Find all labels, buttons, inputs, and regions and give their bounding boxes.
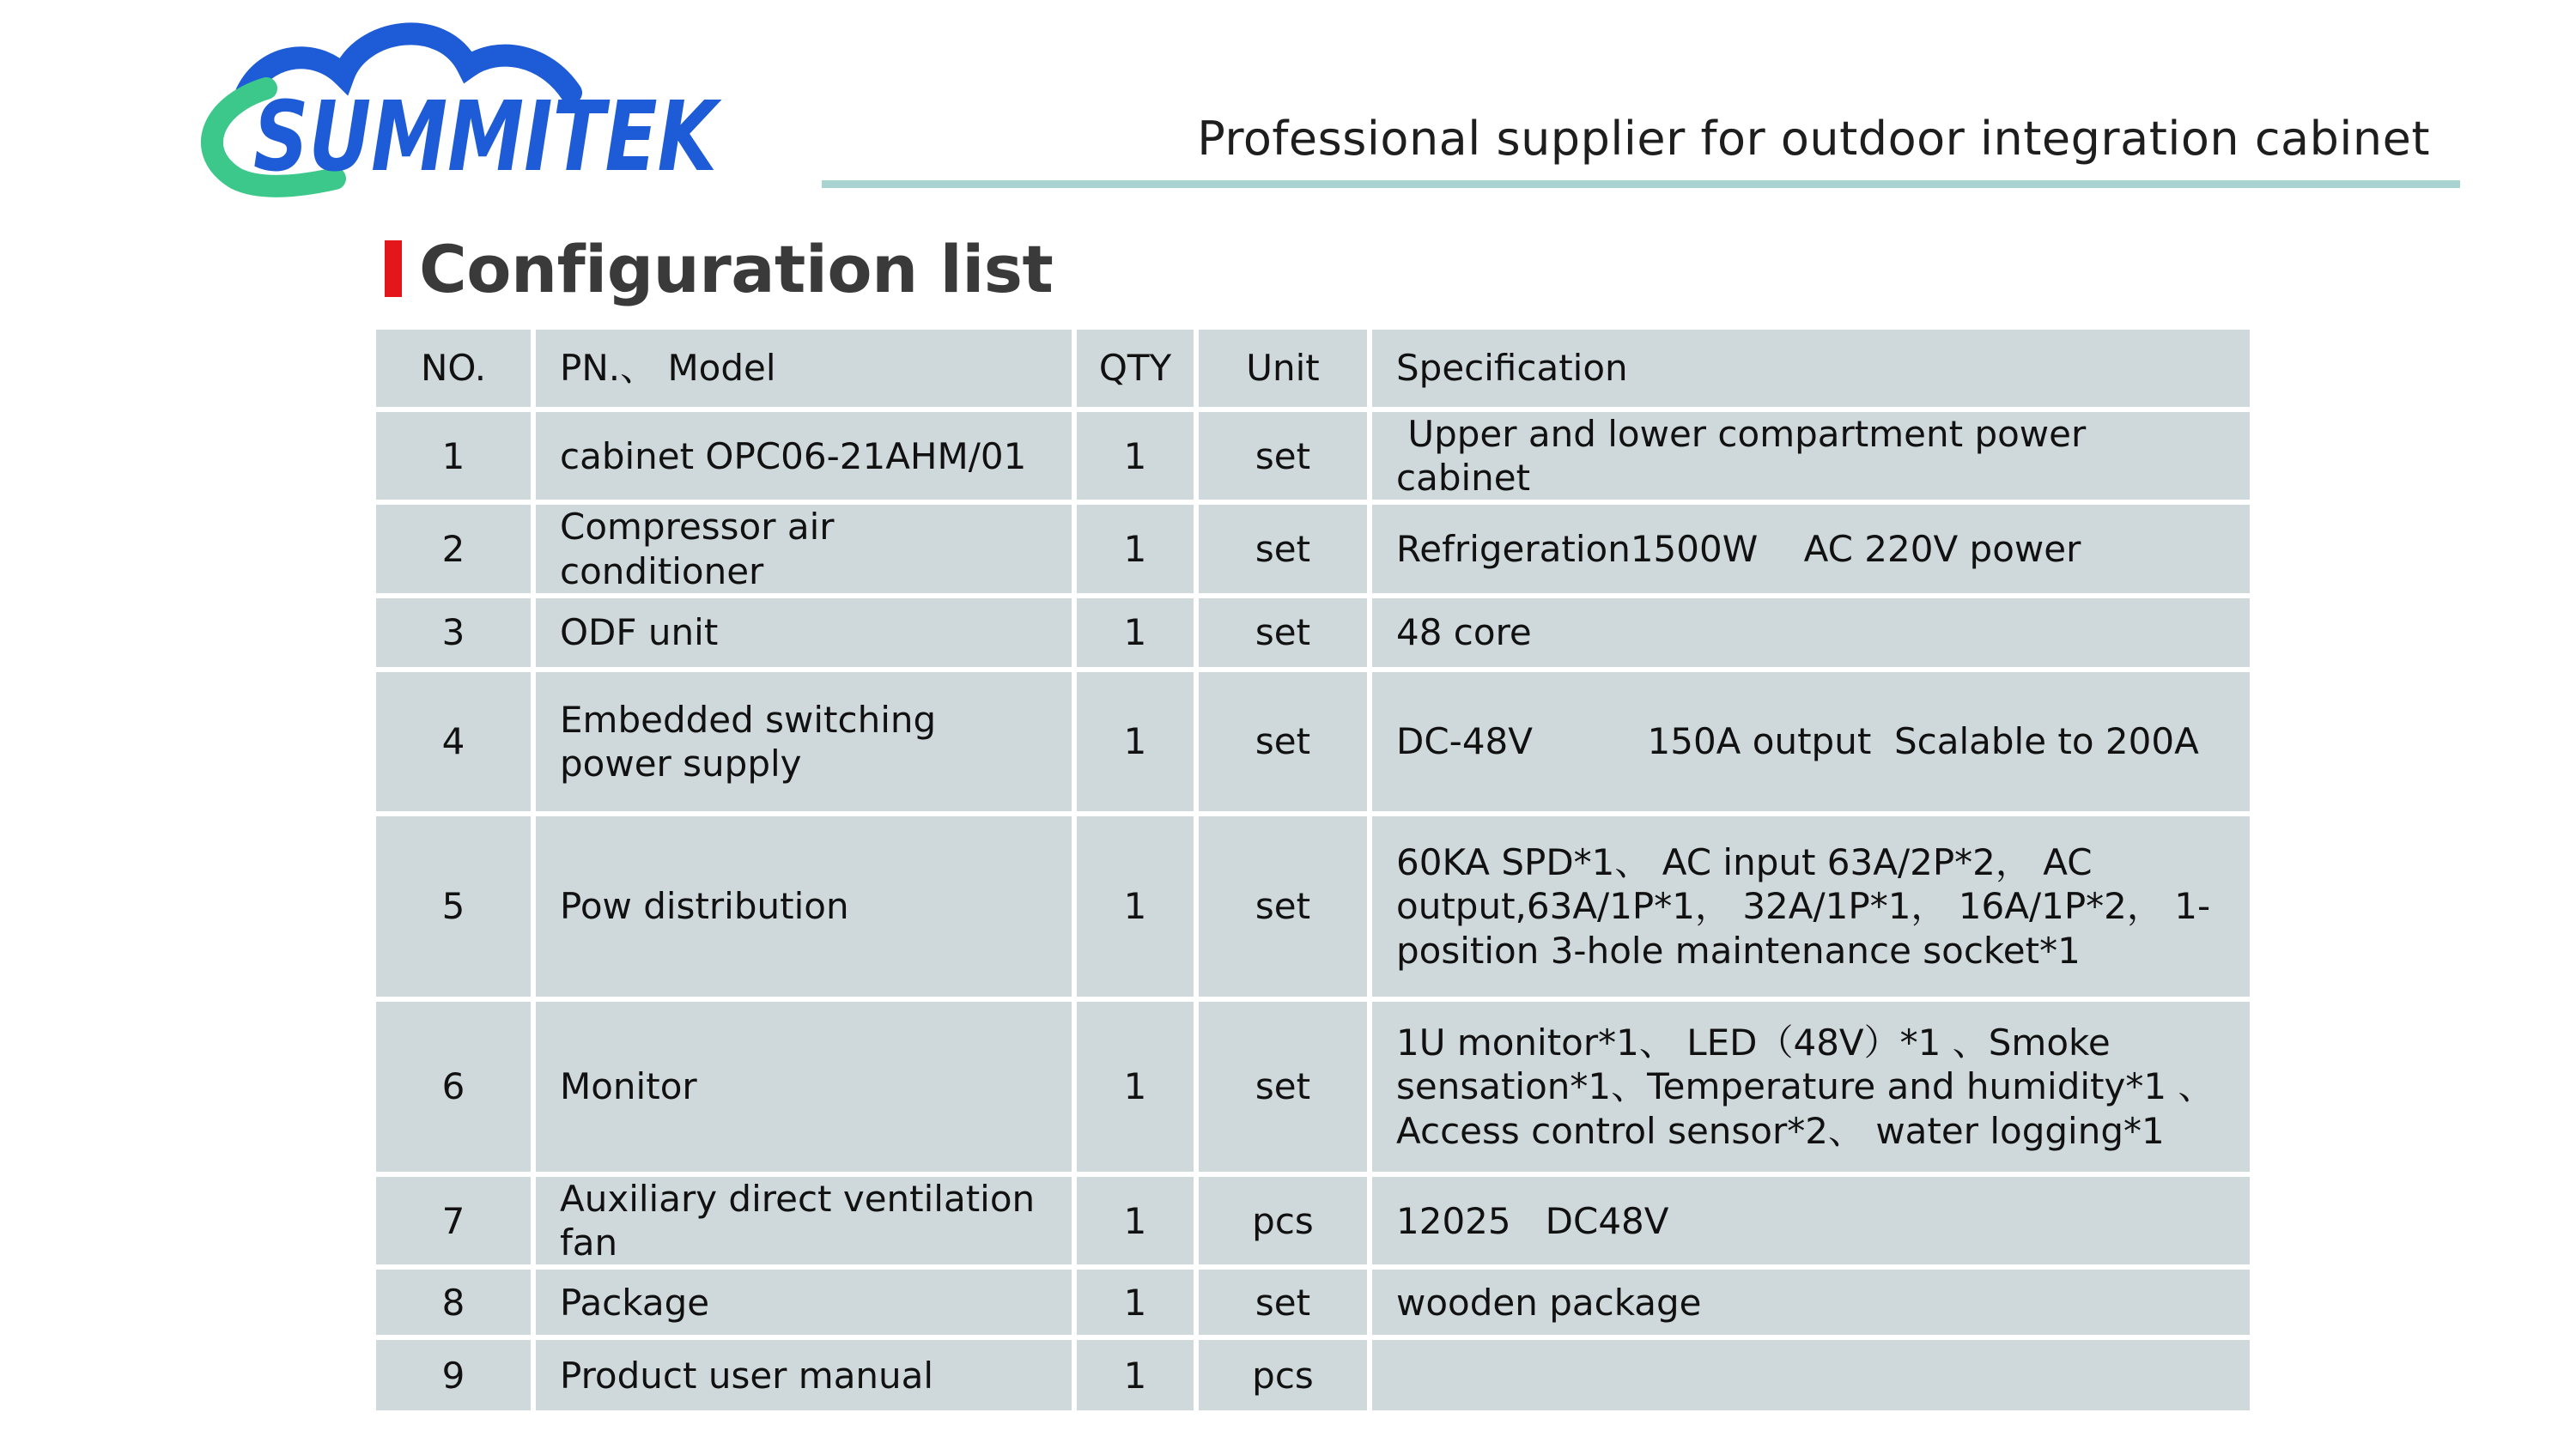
row-spec: 60KA SPD*1、 AC input 63A/2P*2， AC output,63A/1P*1， 32A/1P*1， 16A/1P*2， 1-position 3-hole maintenance socket*1 — [1372, 816, 2250, 997]
row-no: 1 — [376, 412, 531, 500]
logo-wordmark: SUMMITEK — [253, 82, 722, 193]
row-spec: 1U monitor*1、 LED（48V）*1 、Smoke sensation*1、Temperature and humidity*1 、 Access control sensor*2、 water logging*1 — [1372, 1002, 2250, 1172]
row-unit: pcs — [1199, 1177, 1367, 1264]
row-unit: set — [1199, 598, 1367, 667]
page-title: Configuration list — [419, 230, 1054, 307]
row-spec: 48 core — [1372, 598, 2250, 667]
header-unit: Unit — [1199, 330, 1367, 407]
table-row — [376, 412, 2250, 500]
table-row — [376, 672, 2250, 811]
row-model: Auxiliary direct ventilation fan — [536, 1177, 1072, 1264]
summitek-logo — [185, 15, 734, 196]
row-qty: 1 — [1077, 1340, 1194, 1410]
row-qty: 1 — [1077, 412, 1194, 500]
row-model: ODF unit — [536, 598, 1072, 667]
row-model: Monitor — [536, 1002, 1072, 1172]
row-spec: DC-48V 150A output Scalable to 200A — [1372, 672, 2250, 811]
brand-tagline: Professional supplier for outdoor integration cabinet — [1197, 112, 2430, 166]
row-no: 5 — [376, 816, 531, 997]
table-row — [376, 1002, 2250, 1172]
table-header-row — [376, 330, 2250, 407]
row-no: 9 — [376, 1340, 531, 1410]
row-no: 3 — [376, 598, 531, 667]
row-unit: set — [1199, 412, 1367, 500]
row-qty: 1 — [1077, 1177, 1194, 1264]
table-row — [376, 598, 2250, 667]
header-no: NO. — [376, 330, 531, 407]
row-model: Product user manual — [536, 1340, 1072, 1410]
row-spec: 12025 DC48V — [1372, 1177, 2250, 1264]
row-qty: 1 — [1077, 672, 1194, 811]
table-row — [376, 505, 2250, 592]
header-model: PN.、 Model — [536, 330, 1072, 407]
title-accent-bar — [385, 240, 402, 297]
row-qty: 1 — [1077, 816, 1194, 997]
table-row — [376, 1340, 2250, 1410]
row-unit: set — [1199, 1270, 1367, 1335]
table-row — [376, 1270, 2250, 1335]
row-unit: set — [1199, 1002, 1367, 1172]
row-model: Embedded switching power supply — [536, 672, 1072, 811]
row-qty: 1 — [1077, 505, 1194, 592]
configuration-table — [371, 324, 2255, 1416]
row-spec: wooden package — [1372, 1270, 2250, 1335]
row-unit: set — [1199, 816, 1367, 997]
row-no: 7 — [376, 1177, 531, 1264]
row-qty: 1 — [1077, 1002, 1194, 1172]
header-qty: QTY — [1077, 330, 1194, 407]
row-unit: set — [1199, 672, 1367, 811]
row-qty: 1 — [1077, 1270, 1194, 1335]
row-no: 6 — [376, 1002, 531, 1172]
row-model: Package — [536, 1270, 1072, 1335]
row-unit: set — [1199, 505, 1367, 592]
section-title — [385, 230, 1053, 307]
header-spec: Specification — [1372, 330, 2250, 407]
table-row — [376, 816, 2250, 997]
row-no: 4 — [376, 672, 531, 811]
row-spec: Upper and lower compartment power cabinet — [1372, 412, 2250, 500]
row-spec — [1372, 1340, 2250, 1410]
row-model: cabinet OPC06-21AHM/01 — [536, 412, 1072, 500]
row-spec: Refrigeration1500W AC 220V power — [1372, 505, 2250, 592]
row-no: 8 — [376, 1270, 531, 1335]
row-qty: 1 — [1077, 598, 1194, 667]
row-model: Compressor air conditioner — [536, 505, 1072, 592]
table-row — [376, 1177, 2250, 1264]
row-unit: pcs — [1199, 1340, 1367, 1410]
row-model: Pow distribution — [536, 816, 1072, 997]
header-divider — [822, 180, 2460, 188]
row-no: 2 — [376, 505, 531, 592]
